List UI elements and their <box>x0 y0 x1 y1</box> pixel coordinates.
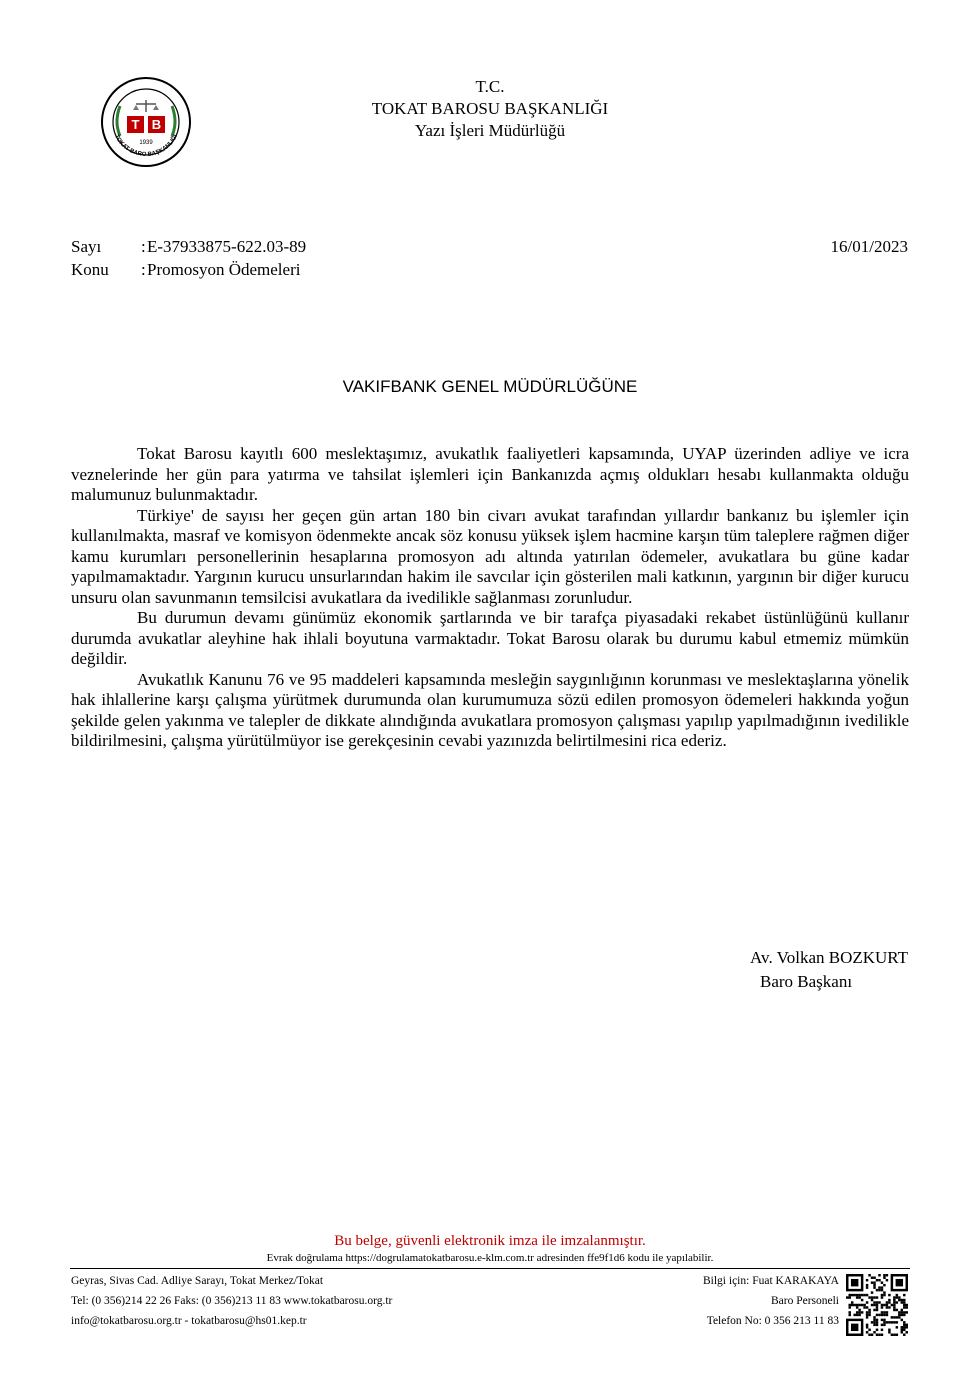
header-department: Yazı İşleri Müdürlüğü <box>414 121 566 140</box>
footer-info-role: Baro Personeli <box>770 1295 839 1307</box>
footer-address: Geyras, Sivas Cad. Adliye Sarayı, Tokat Merkez/Tokat <box>71 1275 324 1287</box>
header-tc: T.C. <box>475 77 505 96</box>
header-institution: TOKAT BAROSU BAŞKANLIĞI <box>371 99 609 118</box>
paragraph-4: Avukatlık Kanunu 76 ve 95 maddeleri kapsamında mesleğin saygınlığının korunması ve meslektaşlarına yönelik hak ihlallerine karşı çalışma yürütmek durumunda olan kurumumuza sözü edilen promosyon ödemeleri hakkında yoğun şekilde gelen yakınma ve talepler de dikkate alındığında avukatlara promosyon çalışması yapılıp yapılmadığının ivedilikle bildirilmesini, çalışma yürütülmüyor ise gerekçesinin cevabi yazınızda belirtilmesini rica ederiz. <box>71 669 909 750</box>
signatory-title: Baro Başkanı <box>760 972 853 991</box>
footer-info-contact: Bilgi için: Fuat KARAKAYA <box>703 1275 839 1287</box>
qr-code-icon <box>846 1274 908 1336</box>
letter-body <box>71 444 909 752</box>
seal-ring-text: TOKAT BARO BAŞKANLIĞI <box>113 133 179 159</box>
sayi-label: Sayı <box>71 237 102 256</box>
seal-initial-left: T <box>131 117 140 132</box>
paragraph-3: Bu durumun devamı günümüz ekonomik şartlarında ve bir tarafça piyasadaki rekabet üstünlüğünü kullanır durumda avukatlar aleyhine hak ihlali boyutuna varmaktadır. Tokat Barosu olarak bu durumu kabul etmemiz mümkün değildir. <box>71 608 909 668</box>
seal-initial-right: B <box>151 117 162 132</box>
verification-text: Evrak doğrulama https://dogrulamatokatbarosu.e-klm.com.tr adresinden ffe9f1d6 kodu ile yapılabilir. <box>266 1252 714 1264</box>
e-signature-notice: Bu belge, güvenli elektronik imza ile imzalanmıştır. <box>334 1233 646 1249</box>
document-date: 16/01/2023 <box>830 237 908 256</box>
footer-emails: info@tokatbarosu.org.tr - tokatbarosu@hs01.kep.tr <box>71 1315 307 1327</box>
paragraph-2: Türkiye' de sayısı her geçen gün artan 180 bin civarı avukat tarafından yıllardır bankanız bu işlemler için kullanılmakta, masraf ve komisyon ödenmekte ancak söz konusu yüksek işlem hacmine karşın tüm taleplere rağmen diğer kamu kurumları personellerinin hesaplarına promosyon adı altında yatırılan ödemeler, avukatlara bu güne kadar yapılmamaktadır. Yargının kurucu unsurlarından hakim ile savcılar için gösterilen mali katkının, yargının bir diğer kurucu unsuru olan savunmanın temsilcisi avukatlara da ivedilikle sağlanması zorunludur. <box>71 505 909 607</box>
addressee: VAKIFBANK GENEL MÜDÜRLÜĞÜNE <box>342 377 638 396</box>
konu-label: Konu <box>71 260 109 279</box>
signatory-name: Av. Volkan BOZKURT <box>750 948 908 967</box>
konu-colon: : <box>141 260 146 279</box>
sayi-value: E-37933875-622.03-89 <box>147 237 307 256</box>
paragraph-1: Tokat Barosu kayıtlı 600 meslektaşımız, avukatlık faaliyetleri kapsamında, UYAP üzerinden adliye ve icra veznelerinde her gün para yatırma ve tahsilat işlemleri için Bankanızda açmış oldukları hesabı kullanmakta olduğu malumunuz bulunmaktadır. <box>71 444 909 504</box>
sayi-colon: : <box>141 237 146 256</box>
konu-value: Promosyon Ödemeleri <box>147 260 301 279</box>
seal-year: 1939 <box>139 140 153 146</box>
footer-divider <box>70 1268 910 1269</box>
footer-info-phone: Telefon No: 0 356 213 11 83 <box>706 1315 839 1327</box>
footer-phone-fax-web: Tel: (0 356)214 22 26 Faks: (0 356)213 11 83 www.tokatbarosu.org.tr <box>71 1295 393 1307</box>
